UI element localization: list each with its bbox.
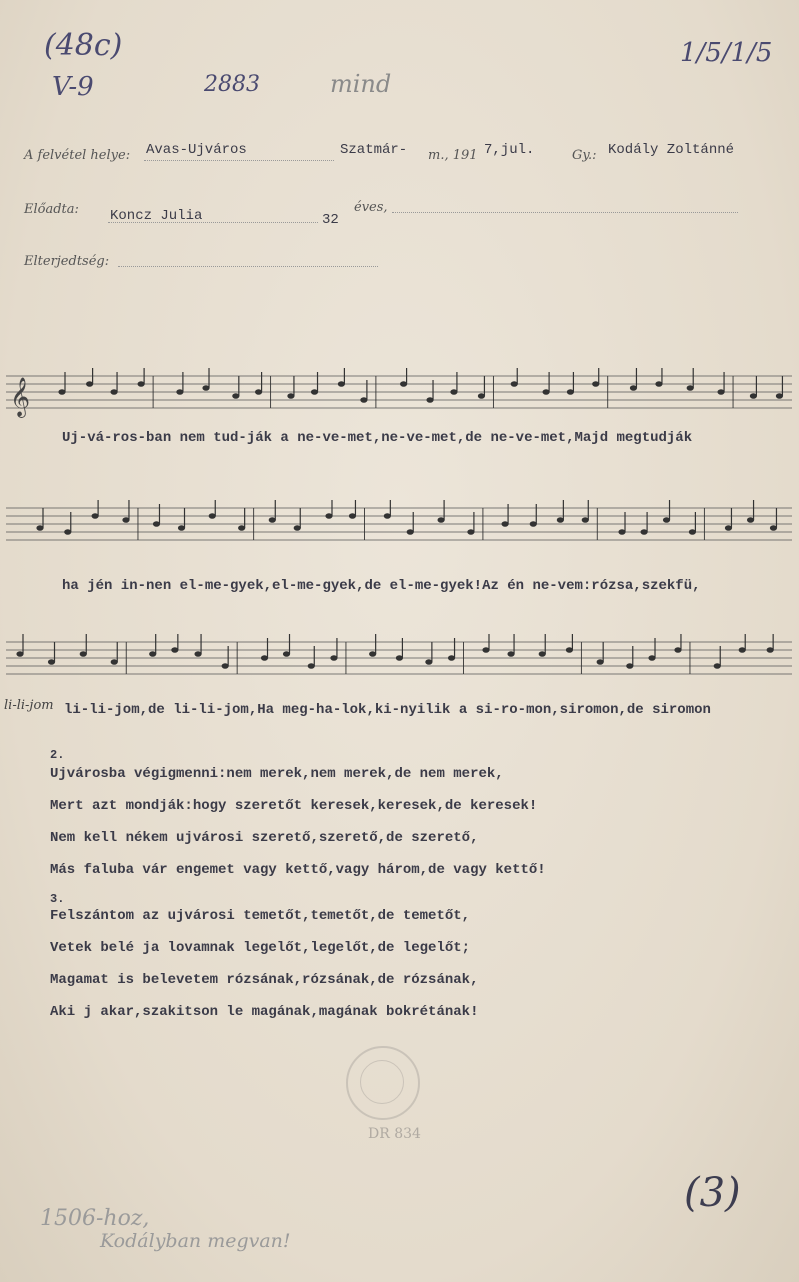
age-value: 32 bbox=[322, 212, 339, 228]
page-number: (3) bbox=[684, 1170, 741, 1216]
note-head bbox=[338, 382, 344, 386]
note-head bbox=[725, 526, 731, 530]
verse-2-number: 2. bbox=[50, 748, 65, 762]
note-head bbox=[262, 656, 268, 660]
note-head bbox=[770, 526, 776, 530]
music-staff-3 bbox=[0, 634, 799, 694]
note-head bbox=[138, 382, 144, 386]
note-head bbox=[401, 382, 407, 386]
catalog-number: 2883 bbox=[204, 72, 260, 97]
place-label: A felvétel helye: bbox=[24, 148, 131, 163]
note-head bbox=[508, 652, 514, 656]
spread-label: Elterjedtség: bbox=[24, 254, 110, 269]
note-head bbox=[478, 394, 484, 398]
note-head bbox=[179, 526, 185, 530]
note-head bbox=[718, 390, 724, 394]
note-head bbox=[331, 656, 337, 660]
note-head bbox=[153, 522, 159, 526]
lyric-line-2: ha jén in-nen el-me-gyek,el-me-gyek,de el-me-gyek!Az én ne-vem:rózsa,szekfü, bbox=[62, 578, 701, 594]
note-head bbox=[111, 660, 117, 664]
note-head bbox=[150, 652, 156, 656]
age-label: éves, bbox=[354, 200, 388, 215]
verse-2-line-1: Ujvárosba végigmenni:nem merek,nem merek,de nem merek, bbox=[50, 766, 504, 782]
note-head bbox=[294, 526, 300, 530]
pencil-note: mind bbox=[330, 70, 392, 98]
note-head bbox=[714, 664, 720, 668]
note-head bbox=[566, 648, 572, 652]
music-staff-1 bbox=[0, 368, 799, 428]
treble-clef-icon: 𝄞 bbox=[10, 377, 31, 417]
verse-2-line-2: Mert azt mondják:hogy szeretőt keresek,keresek,de keresek! bbox=[50, 798, 538, 814]
note-head bbox=[619, 530, 625, 534]
note-head bbox=[675, 648, 681, 652]
note-head bbox=[87, 382, 93, 386]
verse-3-line-1: Felszántom az ujvárosi temetőt,temetőt,de temetőt, bbox=[50, 908, 471, 924]
note-head bbox=[543, 390, 549, 394]
verse-3-number: 3. bbox=[50, 892, 65, 906]
note-head bbox=[326, 514, 332, 518]
note-head bbox=[370, 652, 376, 656]
note-head bbox=[312, 390, 318, 394]
note-head bbox=[427, 398, 433, 402]
note-head bbox=[177, 390, 183, 394]
note-head bbox=[750, 394, 756, 398]
note-head bbox=[80, 652, 86, 656]
verse-3-line-3: Magamat is belevetem rózsának,rózsának,de rózsának, bbox=[50, 972, 479, 988]
archive-stamp bbox=[346, 1046, 420, 1120]
cross-reference-note: 1506-hoz, bbox=[40, 1206, 150, 1231]
performer-value: Koncz Julia bbox=[110, 208, 203, 224]
verse-3-line-4: Aki j akar,szakitson le magának,magának bokrétának! bbox=[50, 1004, 479, 1020]
note-head bbox=[483, 648, 489, 652]
spread-underline bbox=[118, 266, 378, 267]
note-head bbox=[203, 386, 209, 390]
note-head bbox=[396, 656, 402, 660]
collector-value: Kodály Zoltánné bbox=[608, 142, 735, 158]
shelf-mark: V-9 bbox=[52, 72, 94, 102]
age-underline bbox=[392, 212, 738, 213]
note-head bbox=[426, 660, 432, 664]
lyric-line-1: Uj-vá-ros-ban nem tud-ják a ne-ve-met,ne-ve-met,de ne-ve-met,Majd megtudják bbox=[62, 430, 693, 446]
note-head bbox=[539, 652, 545, 656]
note-head bbox=[209, 514, 215, 518]
collector-label: Gy.: bbox=[572, 148, 597, 163]
note-head bbox=[511, 382, 517, 386]
music-staff-2 bbox=[0, 500, 799, 560]
lyric-line-3: li-li-jom,de li-li-jom,Ha meg-ha-lok,ki-nyilik a si-ro-mon,siromon,de siromon bbox=[64, 702, 711, 718]
note-head bbox=[502, 522, 508, 526]
note-head bbox=[123, 518, 129, 522]
note-head bbox=[407, 530, 413, 534]
verse-2-line-3: Nem kell nékem ujvárosi szerető,szerető,de szerető, bbox=[50, 830, 479, 846]
performer-label: Előadta: bbox=[24, 202, 79, 217]
archive-code: (48c) bbox=[44, 28, 123, 63]
note-head bbox=[65, 530, 71, 534]
note-head bbox=[222, 664, 228, 668]
performer-underline bbox=[108, 222, 318, 223]
stamp-number: DR 834 bbox=[368, 1126, 421, 1142]
note-head bbox=[308, 664, 314, 668]
margin-note: li-li-jom bbox=[4, 698, 54, 713]
note-head bbox=[269, 518, 275, 522]
note-head bbox=[239, 526, 245, 530]
note-head bbox=[627, 664, 633, 668]
note-head bbox=[687, 386, 693, 390]
county-suffix: m., 191 bbox=[428, 148, 478, 163]
place-value: Avas-Ujváros bbox=[146, 142, 247, 158]
note-head bbox=[689, 530, 695, 534]
note-head bbox=[49, 660, 55, 664]
note-head bbox=[361, 398, 367, 402]
county-value: Szatmár- bbox=[340, 142, 408, 158]
note-head bbox=[641, 530, 647, 534]
note-head bbox=[776, 394, 782, 398]
place-underline bbox=[144, 160, 334, 161]
note-head bbox=[748, 518, 754, 522]
note-head bbox=[557, 518, 563, 522]
note-head bbox=[582, 518, 588, 522]
note-head bbox=[17, 652, 23, 656]
note-head bbox=[767, 648, 773, 652]
note-head bbox=[288, 394, 294, 398]
note-head bbox=[172, 648, 178, 652]
note-head bbox=[530, 522, 536, 526]
page-reference: 1/5/1/5 bbox=[680, 38, 773, 68]
verse-3-line-2: Vetek belé ja lovamnak legelőt,legelőt,de legelőt; bbox=[50, 940, 471, 956]
note-head bbox=[449, 656, 455, 660]
date-value: 7,jul. bbox=[484, 142, 535, 158]
note-head bbox=[649, 656, 655, 660]
note-head bbox=[256, 390, 262, 394]
note-head bbox=[656, 382, 662, 386]
note-head bbox=[567, 390, 573, 394]
note-head bbox=[195, 652, 201, 656]
note-head bbox=[384, 514, 390, 518]
note-head bbox=[468, 530, 474, 534]
note-head bbox=[597, 660, 603, 664]
note-head bbox=[438, 518, 444, 522]
verse-2-line-4: Más faluba vár engemet vagy kettő,vagy három,de vagy kettő! bbox=[50, 862, 546, 878]
note-head bbox=[284, 652, 290, 656]
kodaly-note: Kodályban megvan! bbox=[100, 1230, 291, 1252]
note-head bbox=[59, 390, 65, 394]
note-head bbox=[349, 514, 355, 518]
note-head bbox=[233, 394, 239, 398]
note-head bbox=[37, 526, 43, 530]
note-head bbox=[451, 390, 457, 394]
note-head bbox=[92, 514, 98, 518]
note-head bbox=[739, 648, 745, 652]
note-head bbox=[111, 390, 117, 394]
note-head bbox=[664, 518, 670, 522]
note-head bbox=[593, 382, 599, 386]
note-head bbox=[630, 386, 636, 390]
